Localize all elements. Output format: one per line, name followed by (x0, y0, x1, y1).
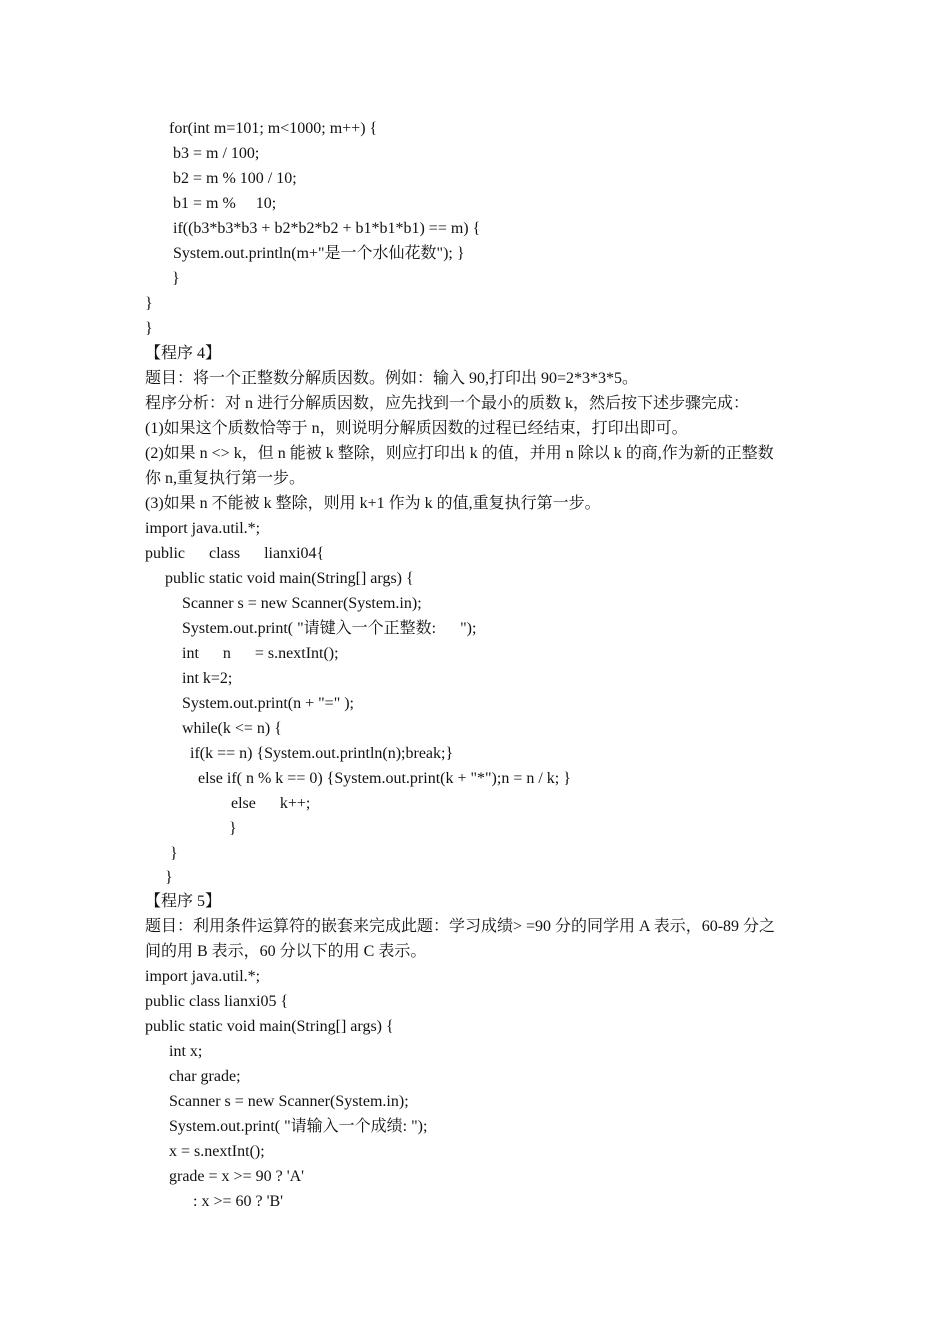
text-line: 间的用 B 表示，60 分以下的用 C 表示。 (145, 943, 427, 960)
text-line: grade = x >= 90 ? 'A' (169, 1168, 305, 1185)
text-line: public class lianxi04{ (145, 545, 325, 562)
text-line: System.out.print(n + "=" ); (182, 695, 354, 712)
text-line: Scanner s = new Scanner(System.in); (182, 595, 422, 612)
text-line: import java.util.*; (145, 520, 261, 537)
text-line: : x >= 60 ? 'B' (193, 1193, 284, 1210)
section-heading: 【程序 4】 (145, 345, 222, 362)
text-line: for(int m=101; m<1000; m++) { (169, 120, 378, 137)
text-line: if(k == n) {System.out.println(n);break;} (190, 745, 454, 762)
text-line: } (170, 845, 178, 862)
text-line: else k++; (231, 795, 311, 812)
text-line: else if( n % k == 0) {System.out.print(k + "*");n = n / k; } (198, 770, 571, 787)
text-line: char grade; (169, 1068, 241, 1085)
text-line: import java.util.*; (145, 968, 261, 985)
text-line: } (145, 320, 153, 337)
text-line: } (145, 295, 153, 312)
text-line: int x; (169, 1043, 203, 1060)
text-line: while(k <= n) { (182, 720, 282, 737)
text-line: } (165, 869, 173, 886)
text-line: Scanner s = new Scanner(System.in); (169, 1093, 409, 1110)
text-line: (1)如果这个质数恰等于 n，则说明分解质因数的过程已经结束，打印出即可。 (145, 420, 688, 437)
text-line: 题目：将一个正整数分解质因数。例如：输入 90,打印出 90=2*3*3*5。 (145, 370, 639, 387)
text-line: b3 = m / 100; (169, 145, 260, 162)
text-line: b1 = m % 10; (169, 195, 277, 212)
text-line: 你 n,重复执行第一步。 (145, 470, 306, 487)
text-line: 题目：利用条件运算符的嵌套来完成此题：学习成绩> =90 分的同学用 A 表示，60-89 分之 (145, 918, 776, 935)
text-line: b2 = m % 100 / 10; (169, 170, 297, 187)
text-line: 程序分析：对 n 进行分解质因数，应先找到一个最小的质数 k，然后按下述步骤完成： (145, 395, 750, 412)
text-line: (2)如果 n <> k，但 n 能被 k 整除，则应打印出 k 的值，并用 n 除以 k 的商,作为新的正整数 (145, 445, 774, 462)
text-line: int n = s.nextInt(); (182, 645, 339, 662)
text-line: } (172, 270, 180, 287)
text-line: if((b3*b3*b3 + b2*b2*b2 + b1*b1*b1) == m) { (169, 220, 481, 237)
text-line: x = s.nextInt(); (169, 1143, 265, 1160)
text-line: public static void main(String[] args) { (145, 1018, 394, 1035)
text-line: } (229, 820, 237, 837)
section-heading: 【程序 5】 (145, 893, 222, 910)
text-line: System.out.println(m+"是一个水仙花数"); } (169, 245, 465, 262)
text-line: public class lianxi05 { (145, 993, 289, 1010)
text-line: System.out.print( "请键入一个正整数: "); (182, 620, 477, 637)
text-line: System.out.print( "请输入一个成绩: "); (169, 1118, 428, 1135)
text-line: (3)如果 n 不能被 k 整除，则用 k+1 作为 k 的值,重复执行第一步。 (145, 495, 601, 512)
text-line: int k=2; (182, 670, 233, 687)
text-line: public static void main(String[] args) { (165, 570, 414, 587)
